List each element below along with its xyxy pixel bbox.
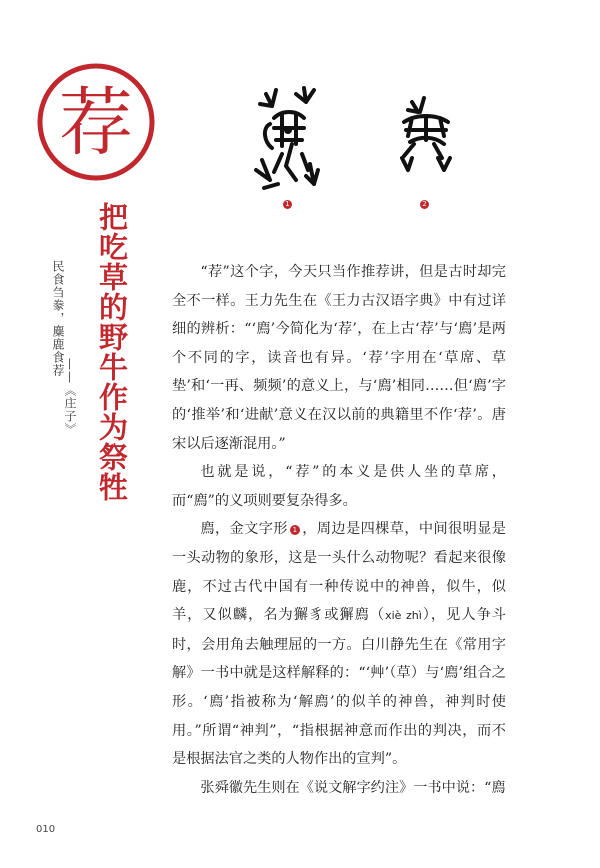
epigraph-source: ——《庄子》 (63, 358, 77, 436)
paragraph-4: 张舜徽先生则在《说文解字约注》一书中说：“廌 (200, 779, 506, 796)
glyph-marker-2: 2 (420, 200, 429, 209)
seal-character: 荐 (59, 80, 133, 166)
seal-glyph-image (394, 96, 458, 174)
title-character-seal (36, 62, 156, 182)
bronze-glyph-image (252, 84, 324, 194)
pinyin: xiè zhì (385, 609, 422, 623)
paragraph-3-part-c: ），见人争斗时，会用角去触理屈的一方。白川静先生在《常用字解》一书中就是这样解释的：“‘艸’（草）与‘廌’组合之形。‘廌’指被称为‘解廌’的似羊的神兽，神判时使用。”所谓“神判”，“指根据神意而作出的判决，而不是根据法官之类的人物作出的宣判”。 (172, 607, 506, 768)
epigraph-quote: 民食刍豢，麋鹿食荐 (51, 260, 65, 377)
page-number: 010 (36, 824, 56, 835)
chapter-title: 把吃草的野牛作为祭牲 (95, 202, 129, 502)
footnote-marker-1: 1 (290, 525, 300, 535)
paragraph-3 (172, 515, 506, 773)
paragraph-1: “荐”这个字，今天只当作推荐讲，但是古时却完全不一样。王力先生在《王力古汉语字典》中有过详细的辨析：“‘廌’今简化为‘荐’，在上古‘荐’与‘廌’是两个不同的字，读音也有异。‘荐’字用在‘草席、草垫’和‘一再、频频’的意义上，与‘廌’相同……但‘廌’字的‘推举’和‘进献’意义在汉以前的典籍里不作‘荐’。唐宋以后逐渐混用。” (172, 264, 506, 452)
body-text (172, 258, 506, 802)
paragraph-2: 也就是说，“荐”的本义是供人坐的草席，而“廌”的义项则要复杂得多。 (172, 464, 506, 509)
paragraph-3-part-b: ，周边是四棵草，中间很明显是一头动物的象形，这是一头什么动物呢？看起来很像鹿，不过古代中国有一种传说中的神兽，似牛，似羊，又似麟，名为獬豸或獬廌（ (172, 521, 506, 624)
glyph-marker-1: 1 (283, 200, 292, 209)
paragraph-3-part-a: 廌，金文字形 (200, 521, 288, 538)
